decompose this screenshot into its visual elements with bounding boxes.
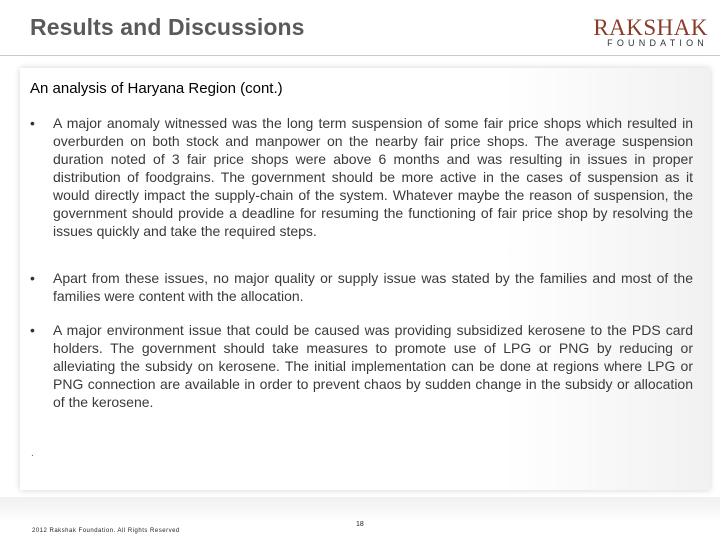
rakshak-foundation-logo [593,15,708,48]
bullet-dot: • [30,270,35,286]
page-number: 18 [356,521,364,528]
logo-wordmark: RAKSHAK [593,15,708,40]
slide-title: Results and Discussions [30,14,305,40]
content-panel [20,68,710,490]
bullet-text: Apart from these issues, no major quality or supply issue was stated by the families and most of the families were content with the allocation. [53,270,693,304]
bullet-item [30,321,693,411]
bullet-dot: • [30,322,35,338]
bullet-dot: • [30,115,35,131]
copyright-text: 2012 Rakshak Foundation. All Rights Reserved [32,528,180,534]
trailing-dot: . [31,448,34,459]
bullet-item [30,114,693,240]
header-divider [0,55,720,56]
bullet-text: A major anomaly witnessed was the long term suspension of some fair price shops which resulted in overburden on both stock and manpower on the nearby fair price shops. The average suspension duration noted of 3 fair price shops were above 6 months and was resulting in issues in proper distribution of foodgrains. The government should be more active in the cases of suspension as it would directly impact the supply-chain of the system. Whatever maybe the reason of suspension, the government should provide a deadline for resuming the functioning of fair price shop by resolving the issues quickly and take the required steps. [53,115,693,239]
logo-subtext: FOUNDATION [607,38,708,48]
bullet-text: A major environment issue that could be caused was providing subsidized kerosene to the PDS card holders. The government should take measures to promote use of LPG or PNG by reducing or alleviating the subsidy on kerosene. The initial implementation can be done at regions where LPG or PNG connection are available in order to prevent chaos by sudden change in the subsidy or allocation of the kerosene. [53,322,693,410]
bullet-item [30,269,693,305]
section-subtitle: An analysis of Haryana Region (cont.) [30,80,283,97]
